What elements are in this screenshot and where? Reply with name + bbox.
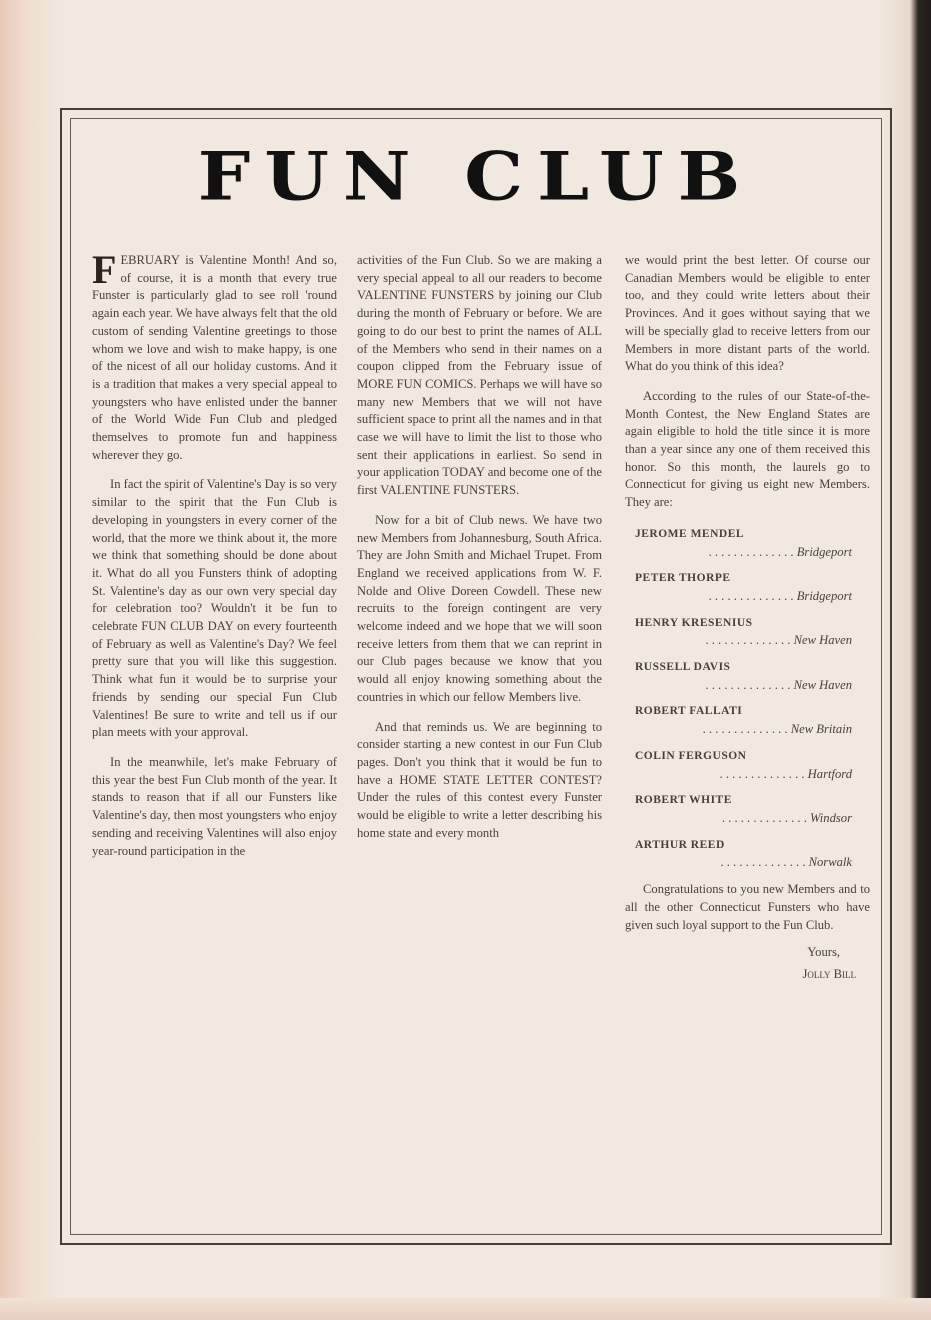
member-name: ARTHUR REED (635, 838, 725, 851)
member-town: . . . Bridgeport (625, 544, 870, 562)
member-town: . . . Windsor (625, 810, 870, 828)
member-entry (625, 615, 870, 650)
paragraph-6: And that reminds us. We are beginning to consider starting a new contest in our Fun Club pages. Don't you think that it would be fun to have a HOME STATE LETTER CONTEST? Under the rules of this contest every Funster would be eligible to write a letter describing his home state and every month (357, 719, 602, 840)
column-3 (625, 252, 870, 984)
member-entry (625, 792, 870, 827)
member-entry (625, 570, 870, 605)
member-town: . . . New Haven (625, 677, 870, 695)
paragraph-1: FEBRUARY is Valentine Month! And so, of course, it is a month that every true Funster is particularly glad to see roll 'round again each year. We have always felt that the old custom of sending Valentine greetings to those whom we love and wish to make happy, is one of the nicest of all our holiday customs. And it is a tradition that makes a very special appeal to youngsters who have enlisted under the banner of the World Wide Fun Club and pledged themselves to promote fun and happiness wherever they go. (92, 247, 337, 462)
page-title: FUN CLUB (197, 138, 755, 216)
member-town: . . . New Britain (625, 721, 870, 739)
member-entry (625, 748, 870, 783)
member-list (625, 526, 870, 872)
member-name: PETER THORPE (635, 572, 731, 585)
member-name: ROBERT WHITE (635, 794, 732, 807)
member-town: . . . Norwalk (625, 854, 870, 872)
member-name: COLIN FERGUSON (635, 749, 747, 762)
member-name: RUSSELL DAVIS (635, 661, 731, 674)
member-entry (625, 526, 870, 561)
signoff: Yours, (807, 945, 840, 960)
member-town: . . . Hartford (625, 766, 870, 784)
member-entry (625, 703, 870, 738)
column-1 (92, 247, 337, 860)
drop-cap: F (92, 247, 117, 292)
member-town: . . . Bridgeport (625, 588, 870, 606)
member-entry (625, 659, 870, 694)
member-entry (625, 837, 870, 872)
paragraph-5: Now for a bit of Club news. We have two new Members from Johannesburg, South Africa. They are John Smith and Michael Trupet. From England we received applications from W. F. Nolde and Olive Doreen Cowdell. These new recruits to the foreign contingent are very welcome indeed and we hope that we will soon receive letters from them that we can reprint in our Club pages because we know that you would all enjoy knowing something about the countries in which our fellow Members live. (357, 512, 602, 704)
signature: Jolly Bill (802, 966, 856, 981)
paragraph-3: In the meanwhile, let's make February of this year the best Fun Club month of the year. It stands to reason that if all our Funsters like Valentine's day, then most youngsters who enjoy sending and receiving Valentines will also enjoy year-round participation in the (92, 754, 337, 858)
member-name: HENRY KRESENIUS (635, 616, 753, 629)
column-2 (357, 252, 602, 843)
member-town: . . . New Haven (625, 632, 870, 650)
page-bottom-edge (0, 1298, 931, 1320)
paragraph-2: In fact the spirit of Valentine's Day is so very similar to the spirit that the Fun Club is developing in youngsters in every corner of the world, that the more we think about it, the more we think that something should be done about it. What do all you Funsters think of adopting St. Valentine's day as our own very special day for celebration too? Wouldn't it be fun to celebrate FUN CLUB DAY on every fourteenth of February as well as Valentine's Day? We feel pretty sure that you will like this suggestion. Think what fun it would be to surprise your friends by sending our special Fun Club Valentines! Be sure to write and tell us if our plan meets with your approval. (92, 477, 337, 740)
paragraph-7: we would print the best letter. Of course our Canadian Members would be eligible to enter too, and they could write letters about their Provinces. And it goes without saying that we will be specially glad to receive letters from our Members in more distant parts of the world. What do you think of this idea? (625, 253, 870, 374)
member-name: JEROME MENDEL (635, 527, 745, 540)
paragraph-8: According to the rules of our State-of-the-Month Contest, the New England States are again eligible to hold the title since it is more than a year since any one of them received this honor. So this month, the laurels go to Connecticut for giving us eight new Members. They are: (625, 388, 870, 510)
member-name: ROBERT FALLATI (635, 705, 743, 718)
paragraph-9: Congratulations to you new Members and to all the other Connecticut Funsters who have given such loyal support to the Fun Club. (625, 882, 870, 932)
paragraph-4: activities of the Fun Club. So we are making a very special appeal to all our readers to become VALENTINE FUNSTERS by joining our Club during the month of February or before. We are going to do our best to print the names of ALL of the Members who send in their names on a coupon clipped from the February issue of MORE FUN COMICS. Perhaps we will have so many new Members that we will not have sufficient space to print all the names and in that case we will have to limit the list to those who sent their applications in earliest. So send in your application TODAY and become one of the first VALENTINE FUNSTERS. (357, 253, 602, 498)
